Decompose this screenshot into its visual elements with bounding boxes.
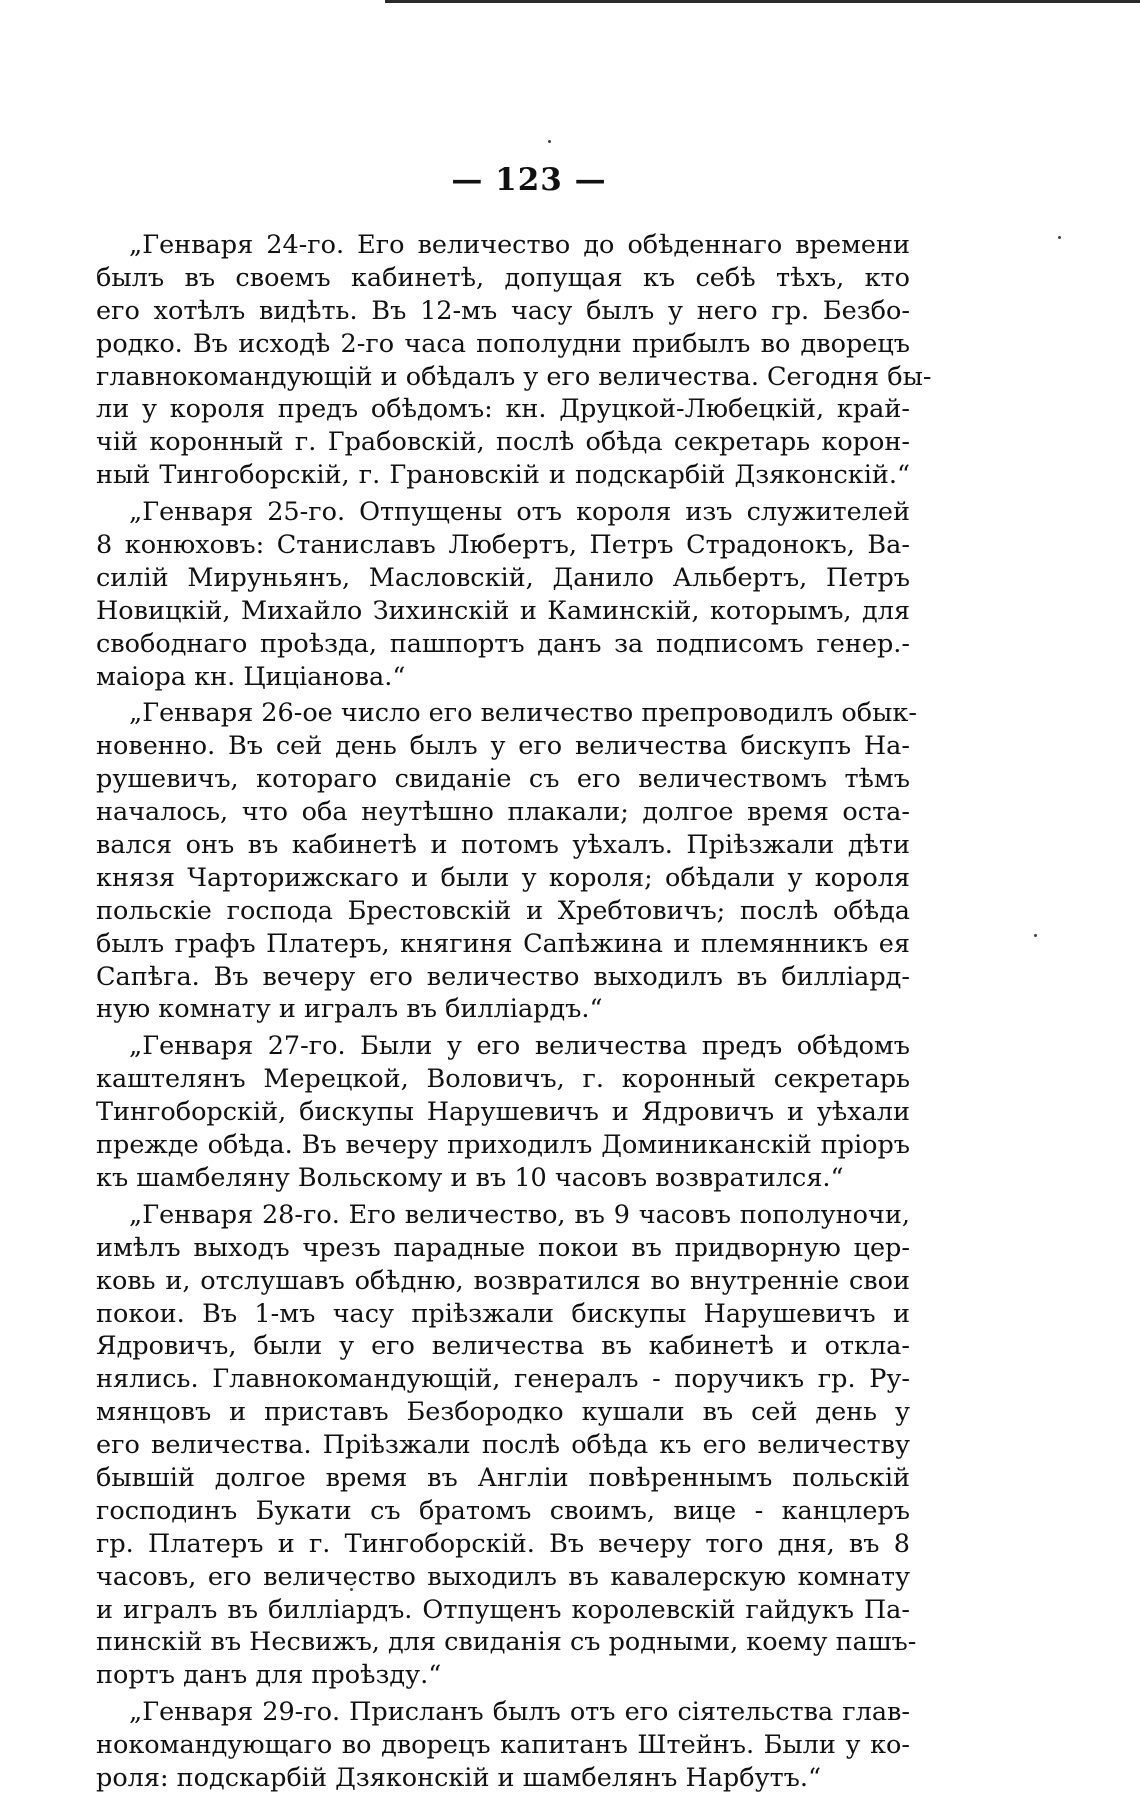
text-line: „Генваря 28-го. Его величество, въ 9 часовъ пополуночи,	[129, 1199, 910, 1230]
text-line: каштелянъ Мерецкой, Воловичъ, г. коронный секретарь	[96, 1064, 910, 1095]
text-line: „Генваря 27-го. Были у его величества предъ обѣдомъ	[129, 1031, 910, 1062]
text-line: и игралъ въ билліардъ. Отпущенъ королевскій гайдукъ Па-	[96, 1594, 910, 1625]
text-line: ли у короля предъ обѣдомъ: кн. Друцкой-Любецкій, край-	[96, 394, 910, 425]
text-line: къ шамбеляну Вольскому и въ 10 часовъ возвратился.“	[96, 1162, 844, 1193]
text-line: ную комнату и игралъ въ билліардъ.“	[96, 994, 603, 1025]
text-line: родко. Въ исходѣ 2-го часа пополудни прибылъ во дворецъ	[96, 328, 910, 359]
text-line: „Генваря 26-ое число его величество препроводилъ обык-	[129, 698, 917, 729]
text-line: нялись. Главнокомандующій, генералъ - поручикъ гр. Ру-	[96, 1364, 910, 1395]
text-line: прежде обѣда. Въ вечеру приходилъ Доминиканскій пріоръ	[96, 1130, 910, 1161]
text-line: бывшій долгое время въ Англіи повѣреннымъ польскій	[96, 1462, 910, 1493]
text-line: „Генваря 25-го. Отпущены отъ короля изъ служителей	[129, 497, 910, 528]
text-line: его величества. Пріѣзжали послѣ обѣда къ его величеству	[96, 1430, 910, 1461]
body-text	[96, 229, 932, 1799]
diary-entry-jan-27	[96, 1030, 910, 1194]
text-line: покои. Въ 1-мъ часу пріѣзжали бискупы Нарушевичъ и	[96, 1298, 910, 1329]
text-line: Тингоборскій, бискупы Нарушевичъ и Ядровичъ и уѣхали	[96, 1097, 910, 1128]
text-line: свободнаго проѣзда, пашпортъ данъ за подписомъ генер.-	[96, 628, 910, 659]
diary-entry-jan-24	[96, 229, 932, 492]
text-line: ный Тингоборскій, г. Грановскій и подскарбій Дзяконскій.“	[96, 460, 910, 491]
text-line: нокомандующаго во дворецъ капитанъ Штейнъ. Были у ко-	[96, 1730, 910, 1761]
text-line: былъ графъ Платеръ, княгиня Сапѣжина и племянникъ ея	[96, 928, 910, 959]
diary-entry-jan-25	[96, 496, 910, 693]
scan-speck	[548, 140, 551, 143]
text-line: роля: подскарбій Дзяконскій и шамбелянъ Нарбутъ.“	[96, 1762, 822, 1793]
diary-entry-jan-29	[96, 1696, 910, 1795]
page-number: — 123 —	[451, 162, 607, 198]
text-line: Новицкій, Михайло Зихинскій и Каминскій, которымъ, для	[96, 595, 910, 626]
text-line: портъ данъ для проѣзду.“	[96, 1660, 442, 1691]
text-line: силій Мируньянъ, Масловскій, Данило Альбертъ, Петръ	[96, 562, 910, 593]
text-line: рушевичъ, котораго свиданіе съ его величествомъ тѣмъ	[96, 764, 910, 795]
text-line: 8 конюховъ: Станиславъ Любертъ, Петръ Страдонокъ, Ва-	[96, 530, 910, 561]
text-line: „Генваря 24-го. Его величество до обѣденнаго времени	[129, 230, 910, 260]
text-line: часовъ, его величество выходилъ въ кавалерскую комнату	[96, 1561, 910, 1592]
text-line: пинскій въ Несвижъ, для свиданія съ родными, коему пашъ-	[96, 1627, 917, 1658]
text-line: мянцовъ и приставъ Безбородко кушали въ сей день у	[96, 1397, 910, 1428]
text-line: былъ въ своемъ кабинетѣ, допущая къ себѣ тѣхъ, кто	[96, 262, 910, 293]
text-line: началось, что оба неутѣшно плакали; долгое время оста-	[96, 797, 910, 828]
text-line: главнокомандующій и обѣдалъ у его величества. Сегодня бы-	[96, 361, 932, 392]
text-line: „Генваря 29-го. Присланъ былъ отъ его сіятельства глав-	[129, 1697, 910, 1728]
text-line: князя Чарторижскаго и были у короля; обѣдали у короля	[96, 862, 910, 893]
text-line: гр. Платеръ и г. Тингоборскій. Въ вечеру того дня, въ 8	[96, 1528, 910, 1559]
text-line: ковь и, отслушавъ обѣдню, возвратился во внутренніе свои	[96, 1265, 910, 1296]
text-line: Сапѣга. Въ вечеру его величество выходилъ въ билліард-	[96, 961, 910, 992]
text-line: новенно. Въ сей день былъ у его величества бискупъ На-	[96, 731, 910, 762]
text-line: Ядровичъ, были у его величества въ кабинетѣ и откла-	[96, 1331, 910, 1362]
text-line: вался онъ въ кабинетѣ и потомъ уѣхалъ. Пріѣзжали дѣти	[96, 830, 910, 861]
diary-entry-jan-28	[96, 1199, 917, 1692]
text-line: чій коронный г. Грабовскій, послѣ обѣда секретарь корон-	[96, 427, 910, 458]
scan-speck	[1058, 236, 1061, 239]
scan-speck	[1034, 934, 1037, 937]
text-line: польскіе господа Брестовскій и Хребтовичъ; послѣ обѣда	[96, 895, 910, 926]
diary-entry-jan-26	[96, 697, 917, 1026]
text-line: его хотѣлъ видѣть. Въ 12-мъ часу былъ у него гр. Безбо-	[96, 295, 910, 326]
top-edge-rule	[385, 0, 1140, 3]
text-line: маіора кн. Циціанова.“	[96, 661, 406, 692]
text-line: имѣлъ выходъ чрезъ парадные покои въ придворную цер-	[96, 1232, 910, 1263]
text-line: господинъ Букати съ братомъ своимъ, вице - канцлеръ	[96, 1495, 910, 1526]
